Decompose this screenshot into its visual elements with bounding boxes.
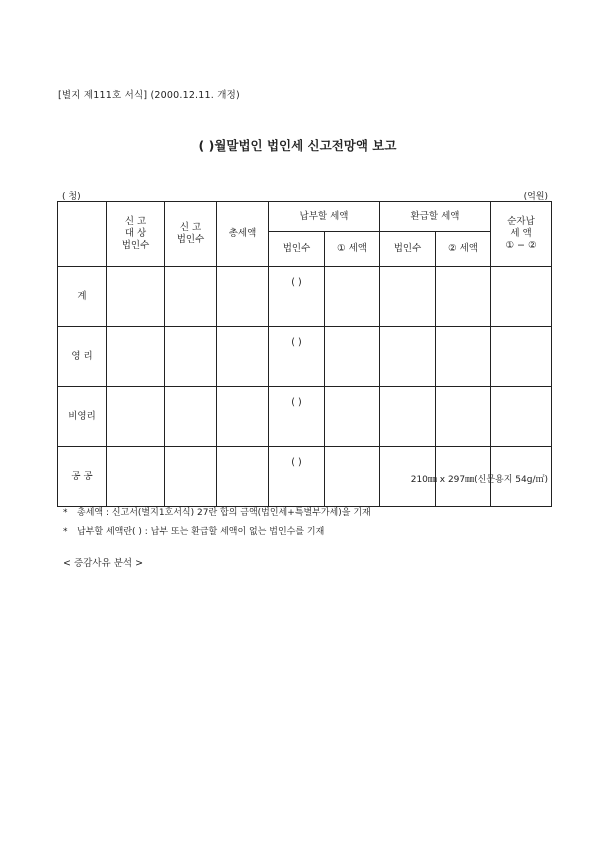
note-item <box>63 523 371 542</box>
cell-input[interactable] <box>165 327 217 387</box>
note-text: 총세액 : 신고서(별지1호서식) 27란 합의 금액(법인세+특별부가세)을 기재 <box>77 508 371 518</box>
row-label: 영 리 <box>58 327 107 387</box>
report-table <box>57 201 552 507</box>
cell-input[interactable] <box>436 387 491 447</box>
cell-input[interactable] <box>491 387 552 447</box>
row-label: 공 공 <box>58 447 107 507</box>
asterisk-icon: * <box>63 527 68 537</box>
header-payable-tax: 납부할 세액 <box>269 202 380 232</box>
row-label: 비영리 <box>58 387 107 447</box>
cell-input[interactable] <box>217 447 269 507</box>
table-row <box>58 387 552 447</box>
cell-input[interactable] <box>325 327 380 387</box>
cell-paren[interactable]: ( ) <box>269 447 325 507</box>
cell-input[interactable] <box>436 267 491 327</box>
change-reason-heading: < 증감사유 분석 > <box>63 558 144 569</box>
header-payable-amount: ① 세액 <box>325 232 380 267</box>
table-row <box>58 267 552 327</box>
cell-input[interactable] <box>217 267 269 327</box>
cell-input[interactable] <box>217 327 269 387</box>
cell-paren[interactable]: ( ) <box>269 387 325 447</box>
table-row <box>58 327 552 387</box>
cell-input[interactable] <box>107 447 165 507</box>
cell-input[interactable] <box>491 327 552 387</box>
asterisk-icon: * <box>63 508 68 518</box>
cell-input[interactable] <box>325 447 380 507</box>
cell-input[interactable] <box>380 327 436 387</box>
cell-input[interactable] <box>165 387 217 447</box>
cell-input[interactable] <box>165 447 217 507</box>
header-refund-corps: 법인수 <box>380 232 436 267</box>
cell-input[interactable] <box>107 267 165 327</box>
cell-input[interactable] <box>107 327 165 387</box>
cell-paren[interactable]: ( ) <box>269 267 325 327</box>
cell-paren[interactable]: ( ) <box>269 327 325 387</box>
note-item <box>63 504 371 523</box>
header-refund-amount: ② 세액 <box>436 232 491 267</box>
paper-size-note: 210㎜ x 297㎜(신문용지 54g/㎡) <box>410 475 548 485</box>
note-text: 납부할 세액란( ) : 납부 또는 환급할 세액이 없는 법인수를 기재 <box>77 527 325 537</box>
cell-input[interactable] <box>217 387 269 447</box>
cell-input[interactable] <box>436 327 491 387</box>
header-report-target-corps: 신 고 대 상 법인수 <box>107 202 165 267</box>
header-total-tax: 총세액 <box>217 202 269 267</box>
notes-list <box>63 504 371 542</box>
form-number-label: [별지 제111호 서식] (2000.12.11. 개정) <box>58 90 240 101</box>
header-refund-tax: 환급할 세액 <box>380 202 491 232</box>
cell-input[interactable] <box>380 387 436 447</box>
cell-input[interactable] <box>325 387 380 447</box>
cell-input[interactable] <box>491 267 552 327</box>
header-net-payment: 순자납 세 액 ① − ② <box>491 202 552 267</box>
cell-input[interactable] <box>107 387 165 447</box>
header-corner-cell <box>58 202 107 267</box>
page-title: ( )월말법인 법인세 신고전망액 보고 <box>198 138 397 153</box>
row-label: 계 <box>58 267 107 327</box>
cell-input[interactable] <box>325 267 380 327</box>
unit-label: (억원) <box>523 192 548 202</box>
office-label: ( 청) <box>62 192 81 202</box>
header-payable-corps: 법인수 <box>269 232 325 267</box>
cell-input[interactable] <box>165 267 217 327</box>
header-report-corps: 신 고 법인수 <box>165 202 217 267</box>
cell-input[interactable] <box>380 267 436 327</box>
